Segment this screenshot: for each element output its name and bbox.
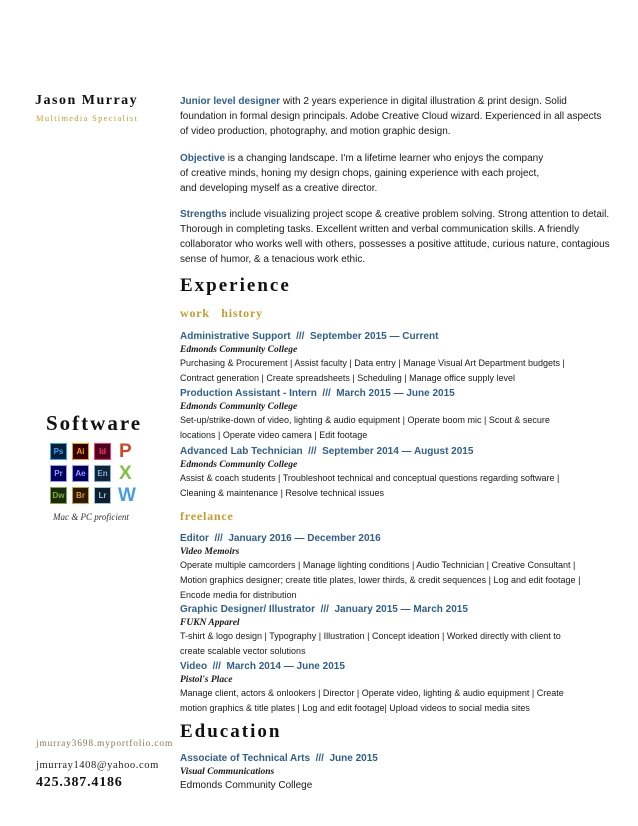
education-heading: Education (180, 721, 282, 742)
intro-lead: Junior level designer (180, 96, 281, 107)
excel-icon: X (119, 463, 132, 484)
job-entry (180, 660, 612, 716)
lightroom-icon: Lr (94, 487, 111, 504)
email[interactable]: jmurray1408@yahoo.com (36, 760, 159, 771)
bridge-icon: Br (72, 487, 89, 504)
objective-lead: Objective (180, 153, 226, 164)
job-duties: T-shirt & logo design | Typography | Illustration | Concept ideation | Worked directly with client to (180, 631, 561, 641)
indesign-icon: Id (94, 443, 111, 460)
job-duties: motion graphics & title plates | Log and edit footage| Upload videos to social media sites (180, 703, 530, 713)
phone: 425.387.4186 (36, 775, 123, 790)
job-title: Editor /// January 2016 — December 2016 (180, 533, 381, 544)
experience-heading: Experience (180, 275, 291, 296)
job-duties: Encode media for distribution (180, 590, 297, 600)
objective-line: of creative minds, honing my design chops, gaining experience with each project, (180, 168, 540, 179)
summary-intro (180, 94, 612, 139)
after-effects-icon: Ae (72, 465, 89, 482)
strengths-lead: Strengths (180, 209, 227, 220)
job-duties: Contract generation | Create spreadsheets | Scheduling | Manage office supply level (180, 373, 516, 383)
job-title: Production Assistant - Intern /// March 2015 — June 2015 (180, 388, 455, 399)
job-entry (180, 387, 612, 443)
objective-line: and developing myself as a creative director. (180, 183, 378, 194)
job-organization: Edmonds Community College (180, 345, 298, 355)
job-duties: Set-up/strike-down of video, lighting & audio equipment | Operate boom mic | Scout & secure (180, 415, 550, 425)
job-title: Multimedia Specialist (36, 113, 139, 123)
job-duties: Cleaning & maintenance | Resolve technical issues (180, 488, 384, 498)
job-entry (180, 532, 612, 603)
work-history-heading: work history (180, 306, 263, 320)
summary-strengths (180, 207, 612, 267)
word-icon: W (118, 485, 136, 506)
photoshop-icon: Ps (50, 443, 67, 460)
job-entry (180, 603, 612, 659)
job-duties: Operate multiple camcorders | Manage lighting conditions | Audio Technician | Creative Consultant | (180, 560, 576, 570)
job-entry (180, 445, 612, 501)
name: Jason Murray (35, 93, 139, 108)
summary-objective (180, 151, 612, 196)
freelance-heading: freelance (180, 509, 234, 523)
encore-icon: En (94, 465, 111, 482)
education-title: Associate of Technical Arts /// June 2015 (180, 753, 378, 764)
job-entry (180, 330, 612, 386)
premiere-icon: Pr (50, 465, 67, 482)
job-organization: FUKN Apparel (180, 618, 240, 628)
job-duties: create scalable vector solutions (180, 646, 306, 656)
job-organization: Video Memoirs (180, 547, 240, 557)
powerpoint-icon: P (119, 441, 132, 462)
job-title: Video /// March 2014 — June 2015 (180, 661, 345, 672)
illustrator-icon: Ai (72, 443, 89, 460)
job-duties: locations | Operate video camera | Edit footage (180, 430, 368, 440)
job-duties: Purchasing & Procurement | Assist faculty | Data entry | Manage Visual Art Department budgets | (180, 358, 565, 368)
job-duties: Motion graphics designer; create title plates, lower thirds, & credit sequences | Log and edit footage | (180, 575, 581, 585)
website[interactable]: jmurray3698.myportfolio.com (36, 739, 174, 749)
job-organization: Edmonds Community College (180, 460, 298, 470)
software-heading: Software (46, 411, 143, 435)
job-duties: Assist & coach students | Troubleshoot technical and conceptual questions regarding software | (180, 473, 560, 483)
job-title: Advanced Lab Technician /// September 2014 — August 2015 (180, 446, 474, 457)
job-duties: Manage client, actors & onlookers | Director | Operate video, lighting & audio equipment | Create (180, 688, 564, 698)
education-program: Visual Communications (180, 767, 275, 777)
software-note: Mac & PC proficient (53, 512, 129, 522)
job-title: Administrative Support /// September 2015 — Current (180, 331, 439, 342)
strengths-text: include visualizing project scope & creative problem solving. Strong attention to detail. Thorough in completing tasks. Excellent written and verbal communication skills. A friendly collaborator who works well with others, possesses a positive attitude, curious nature, contagious sense of humor, & a tenacious work ethic. (180, 209, 610, 265)
dreamweaver-icon: Dw (50, 487, 67, 504)
education-school: Edmonds Community College (180, 780, 313, 791)
intro-text: with 2 years experience in digital illustration & print design. Solid foundation in formal design principals. Adobe Creative Cloud wizard. Experienced in all aspects of video production, photography, and motion graphic design. (180, 96, 602, 137)
education-entry (180, 752, 612, 793)
job-organization: Pistol's Place (180, 675, 233, 685)
objective-line: is a changing landscape. I'm a lifetime learner who enjoys the company (225, 153, 544, 164)
job-title: Graphic Designer/ Illustrator /// January 2015 — March 2015 (180, 604, 468, 615)
job-organization: Edmonds Community College (180, 402, 298, 412)
